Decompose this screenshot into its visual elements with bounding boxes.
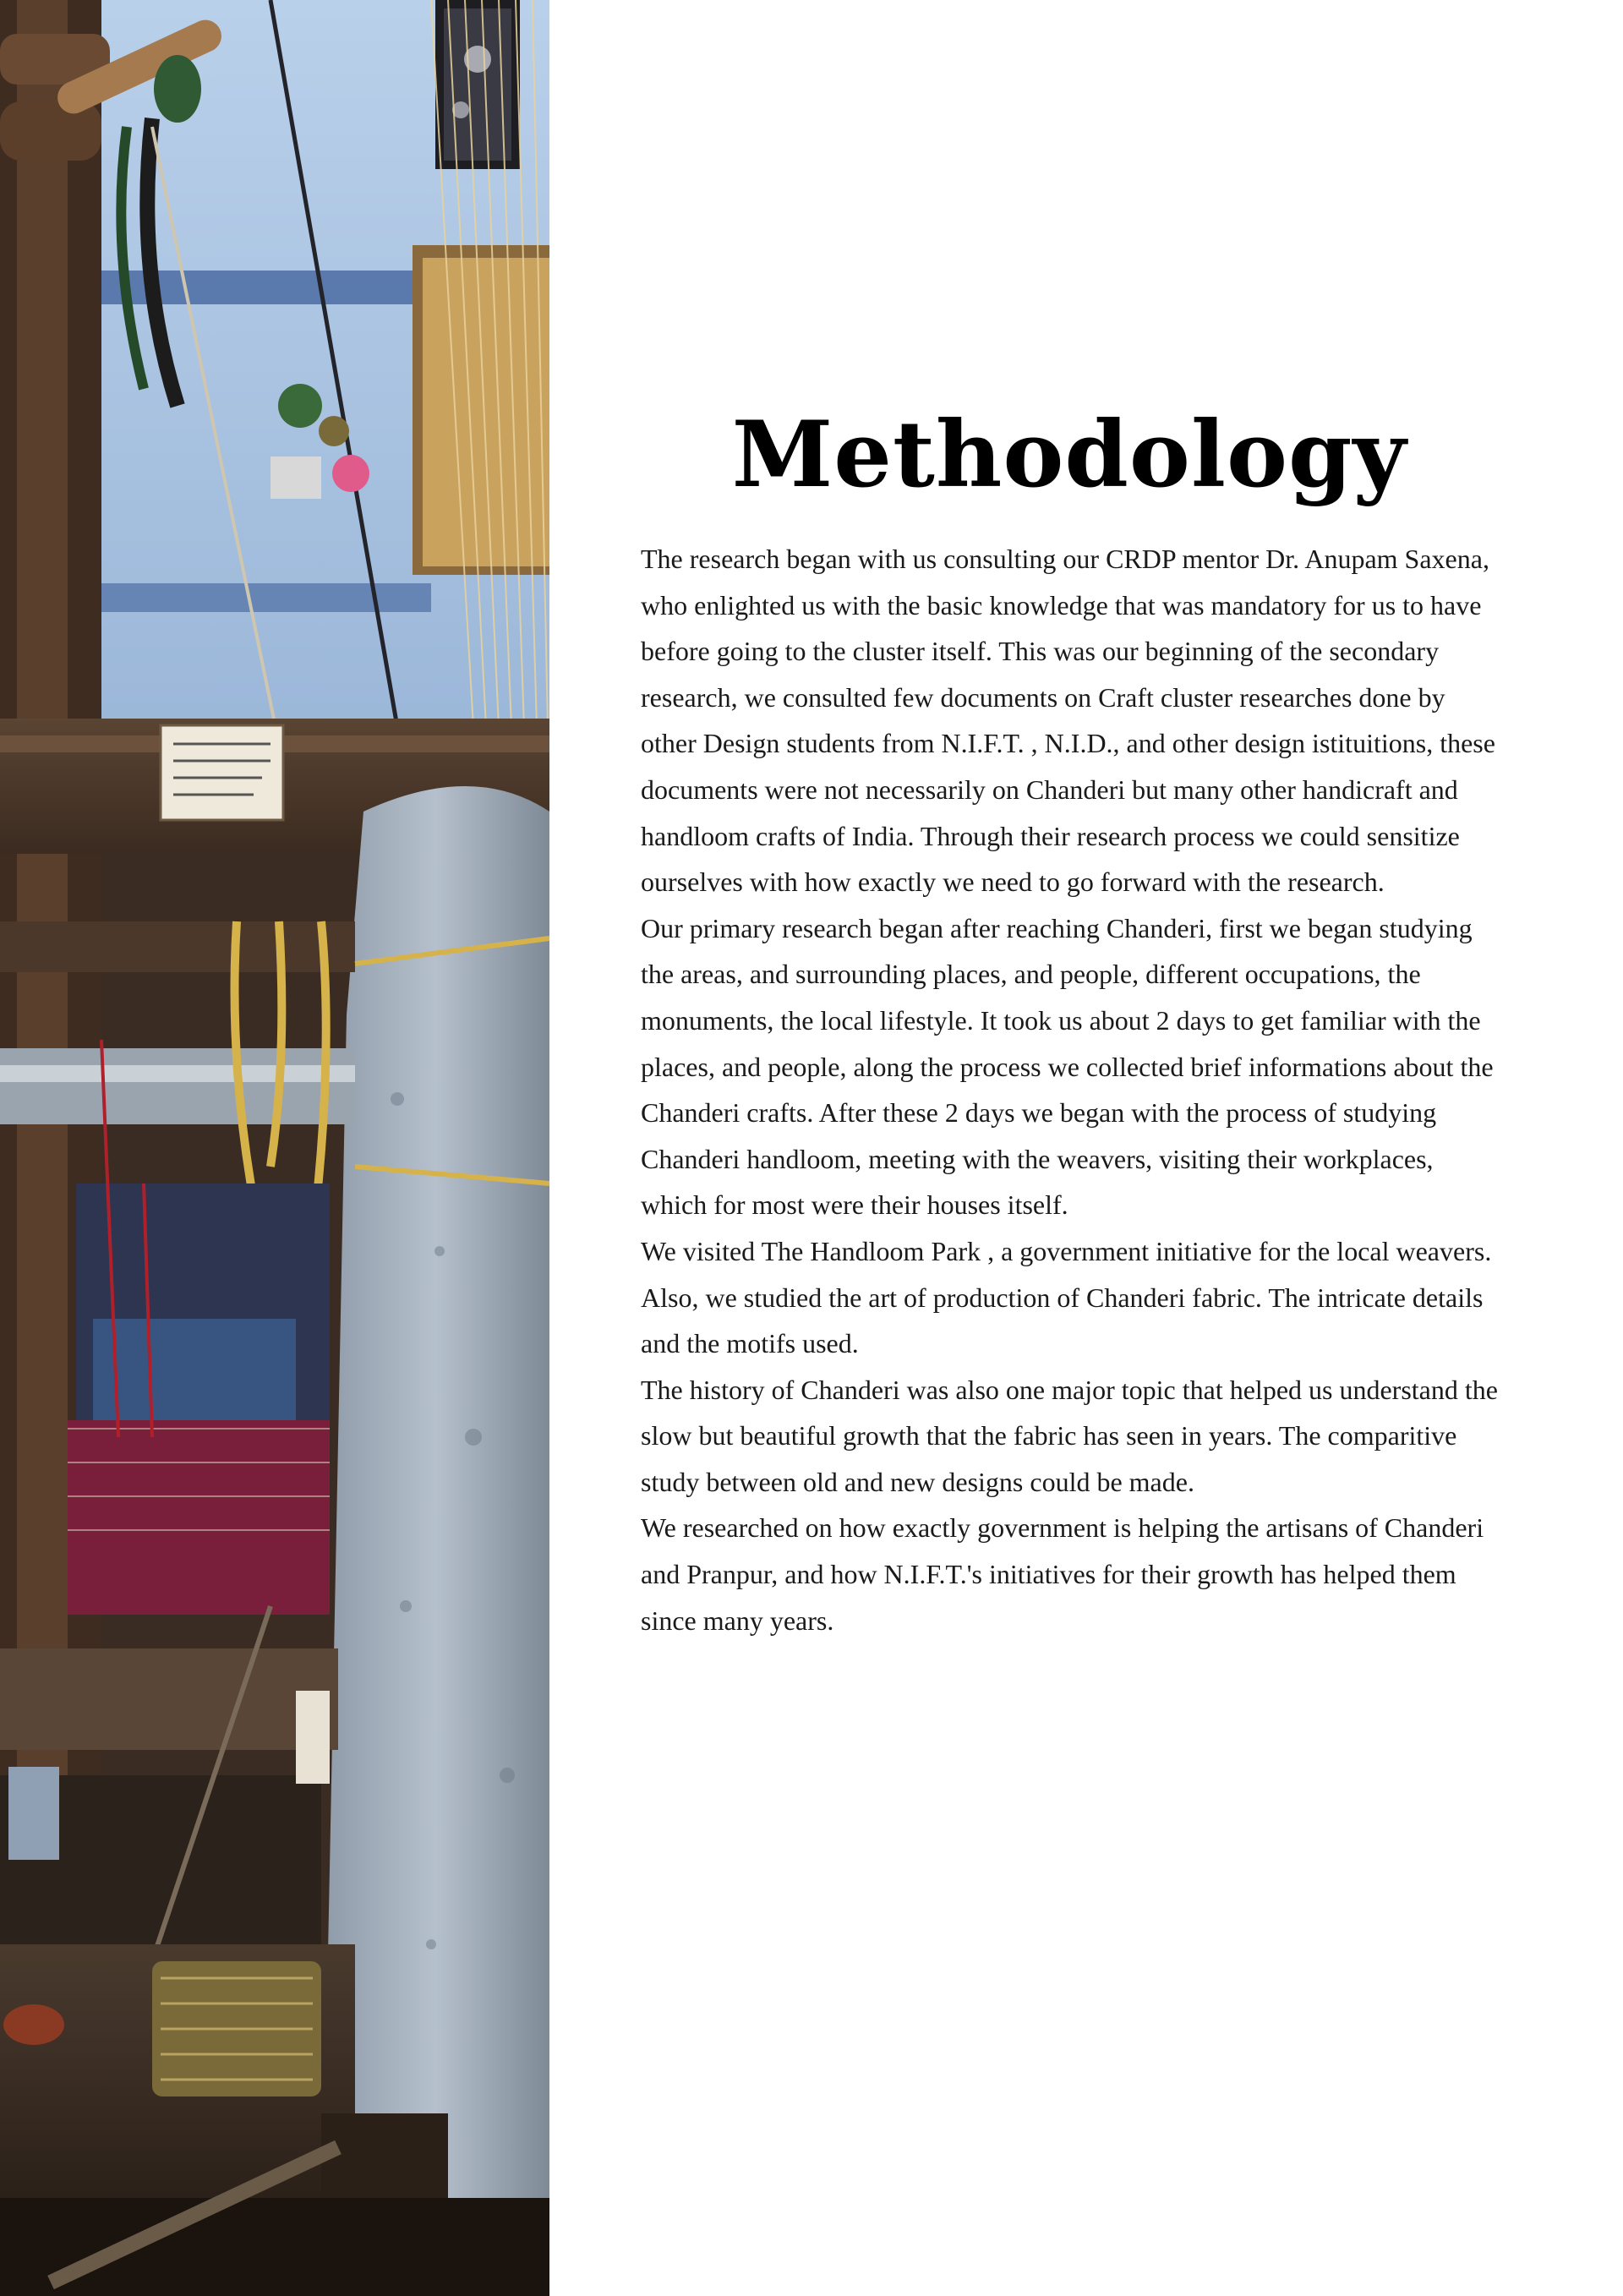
paragraph-primary-research: Our primary research began after reaching Chanderi, first we began studying the areas, and surrounding places, and people, different occupations, the monuments, the local lifestyle. It took us about 2 days to get familiar with the places, and people, along the process we collected brief informations about the Chanderi crafts. After these 2 days we began with the process of studying Chanderi handloom, meeting with the weavers, visiting their workplaces, which for most were their houses itself.: [641, 912, 1494, 1221]
methodology-body: [641, 536, 1505, 1643]
paragraph-history: The history of Chanderi was also one major topic that helped us understand the slow but beautiful growth that the fabric has seen in years. The comparitive study between old and new designs could be made.: [641, 1374, 1498, 1497]
paragraph-secondary-research: The research began with us consulting our CRDP mentor Dr. Anupam Saxena, who enlighted us with the basic knowledge that was mandatory for us to have before going to the cluster itself. This was our beginning of the secondary research, we consulted few documents on Craft cluster researches done by other Design students from N.I.F.T. , N.I.D., and other design istituitions, these documents were not necessarily on Chanderi but many other handicraft and handloom crafts of India. Through their research process we could sensitize ourselves with how exactly we need to go forward with the research.: [641, 544, 1495, 898]
page-title: Methodology: [731, 402, 1407, 508]
paragraph-handloom-park: We visited The Handloom Park , a government initiative for the local weavers. Also, we studied the art of production of Chanderi fabric. The intricate details and the motifs used.: [641, 1235, 1492, 1359]
paragraph-government-initiatives: We researched on how exactly government is helping the artisans of Chanderi and Pranpur, and how N.I.F.T.'s initiatives for their growth has helped them since many years.: [641, 1512, 1484, 1636]
loom-photo: [0, 0, 549, 2296]
loom-photo-illustration: [0, 0, 549, 2296]
